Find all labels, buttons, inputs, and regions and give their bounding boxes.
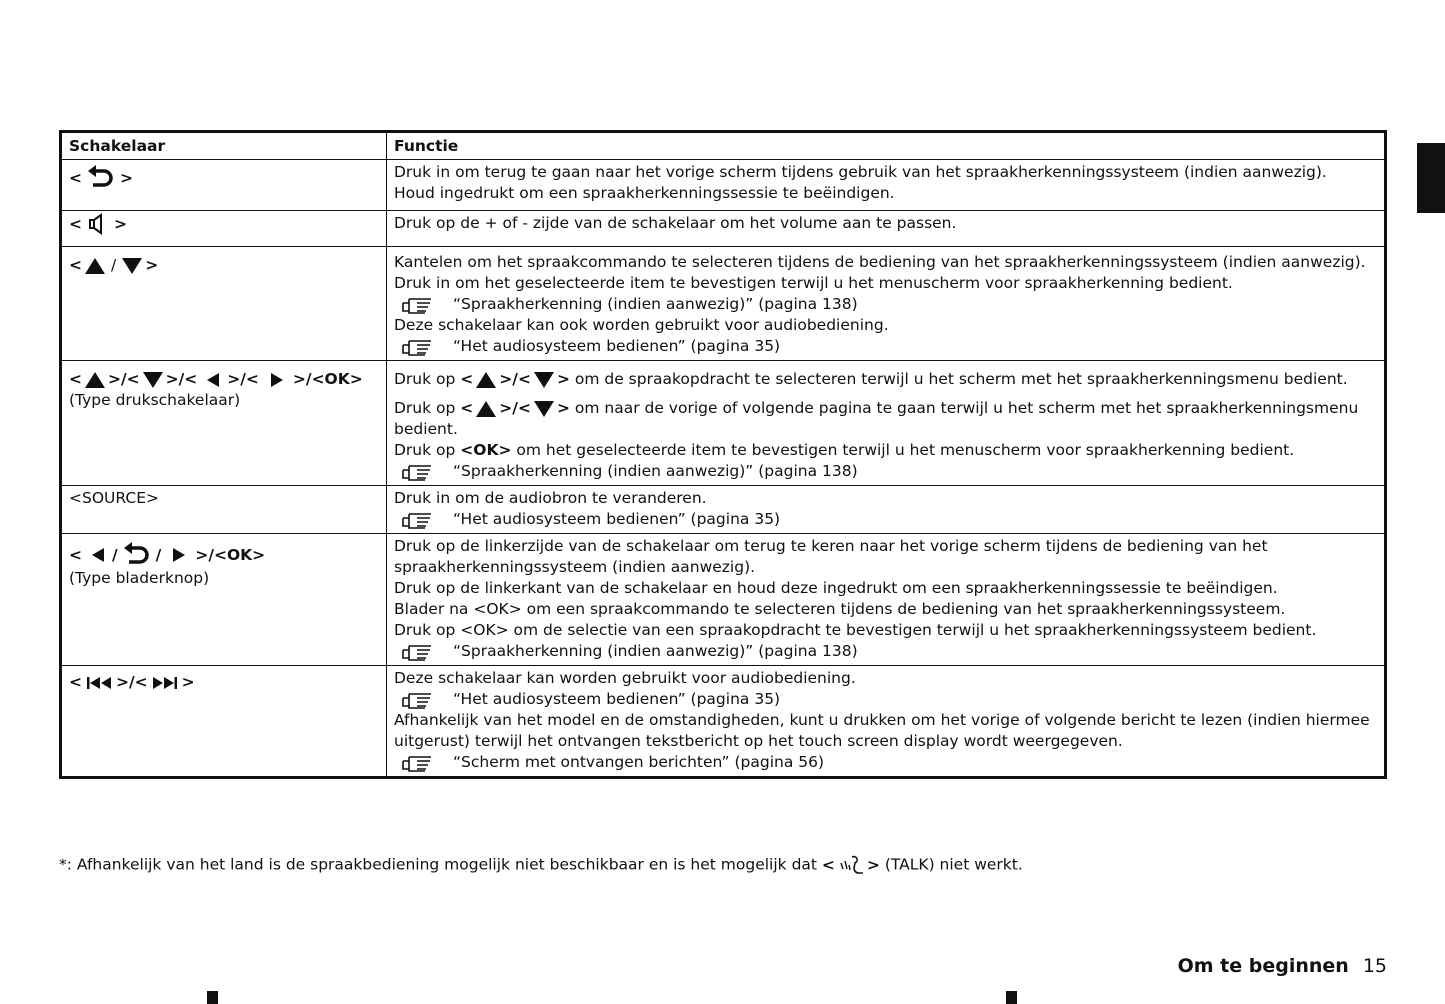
- function-text: Druk in om de audiobron te veranderen.: [394, 489, 707, 507]
- triangle-down-icon: [533, 371, 555, 389]
- reference-hand-icon: [401, 337, 435, 357]
- speaker-icon: [84, 213, 112, 235]
- triangle-down-icon: [533, 400, 555, 418]
- function-cell: [387, 247, 1386, 361]
- function-text: Druk op de linkerzijde van de schakelaar om terug te keren naar het vorige scherm tijdens de bediening van het spraakherkenningssysteem (indien aanwezig).: [394, 537, 1268, 576]
- function-text: Deze schakelaar kan ook worden gebruikt voor audiobediening.: [394, 316, 889, 334]
- function-text: Afhankelijk van het model en de omstandigheden, kunt u drukken om het vorige of volgende bericht te lezen (indien hiermee uitgerust) terwijl het ontvangen tekstbericht op het touch screen display wordt weergegeven.: [394, 711, 1370, 750]
- function-text: Deze schakelaar kan worden gebruikt voor audiobediening.: [394, 669, 856, 687]
- page-footer: [1178, 956, 1387, 977]
- switch-cell: [61, 534, 387, 666]
- talk-icon: [837, 853, 865, 877]
- push-switch-label: < >/< >/< >/< >/<OK>: [69, 370, 363, 388]
- switch-cell: [61, 361, 387, 486]
- table-row: [61, 486, 1386, 534]
- reference-hand-icon: [401, 510, 435, 530]
- page-reference: “Spraakherkenning (indien aanwezig)” (pagina 138): [394, 461, 1377, 482]
- function-cell: [387, 486, 1386, 534]
- function-text: Kantelen om het spraakcommando te selecteren tijdens de bediening van het spraakherkenningssysteem (indien aanwezig).: [394, 253, 1366, 271]
- switch-cell: [61, 211, 387, 247]
- volume-switch-label: < >: [69, 213, 127, 235]
- triangle-down-icon: [142, 371, 164, 389]
- triangle-left-icon: [199, 371, 225, 389]
- crop-mark: [1006, 991, 1017, 1004]
- page-reference: “Spraakherkenning (indien aanwezig)” (pagina 138): [394, 294, 1377, 315]
- switch-function-table: [59, 130, 1387, 779]
- table-row: [61, 361, 1386, 486]
- function-text: Blader na <OK> om een spraakcommando te selecteren tijdens de bediening van het spraakherkenningssysteem.: [394, 600, 1286, 618]
- footnote: *: Afhankelijk van het land is de spraakbediening mogelijk niet beschikbaar en is het mogelijk dat < > (TALK) niet werkt.: [59, 853, 1023, 877]
- reference-hand-icon: [401, 295, 435, 315]
- function-text: Druk op < >/< > om de spraakopdracht te selecteren terwijl u het scherm met het spraakherkenningsmenu bedient.: [394, 370, 1348, 388]
- scroll-switch-label: < / / >/<OK>: [69, 542, 265, 568]
- function-cell: [387, 361, 1386, 486]
- function-cell: [387, 160, 1386, 211]
- back-icon: [120, 542, 154, 568]
- reference-hand-icon: [401, 462, 435, 482]
- triangle-down-icon: [121, 257, 143, 275]
- prev-track-icon: [84, 675, 114, 691]
- chapter-tab-marker: [1417, 143, 1445, 213]
- switch-cell: [61, 247, 387, 361]
- table-header-row: [61, 132, 1386, 160]
- table-row: [61, 666, 1386, 778]
- triangle-left-icon: [84, 546, 110, 564]
- page-reference: “Spraakherkenning (indien aanwezig)” (pagina 138): [394, 641, 1377, 662]
- reference-hand-icon: [401, 753, 435, 773]
- triangle-right-icon: [261, 371, 291, 389]
- triangle-up-icon: [475, 371, 497, 389]
- function-text: Houd ingedrukt om een spraakherkenningssessie te beëindigen.: [394, 184, 895, 202]
- switch-cell: [61, 160, 387, 211]
- table-row: [61, 534, 1386, 666]
- triangle-up-icon: [475, 400, 497, 418]
- function-text: Druk op <OK> om het geselecteerde item te bevestigen terwijl u het menuscherm voor spraakherkenning bedient.: [394, 441, 1295, 459]
- switch-cell: [61, 486, 387, 534]
- next-track-icon: [150, 675, 180, 691]
- page-reference: “Het audiosysteem bedienen” (pagina 35): [394, 509, 1377, 530]
- function-text: Druk op < >/< > om naar de vorige of volgende pagina te gaan terwijl u het scherm met het spraakherkenningsmenu bedient.: [394, 399, 1359, 438]
- section-title: Om te beginnen: [1177, 955, 1349, 977]
- function-text: Druk in om terug te gaan naar het vorige scherm tijdens gebruik van het spraakherkenningssysteem (indien aanwezig).: [394, 163, 1327, 181]
- page-reference: “Het audiosysteem bedienen” (pagina 35): [394, 336, 1377, 357]
- seek-switch-label: < >/< >: [69, 673, 195, 691]
- page-number: 15: [1362, 955, 1387, 977]
- function-cell: [387, 666, 1386, 778]
- function-cell: [387, 534, 1386, 666]
- triangle-up-icon: [84, 257, 106, 275]
- back-icon: [84, 165, 118, 191]
- triangle-up-icon: [84, 371, 106, 389]
- function-text: Druk op <OK> om de selectie van een spraakopdracht te bevestigen terwijl u het spraakherkenningssysteem bedient.: [394, 621, 1317, 639]
- page-reference: “Het audiosysteem bedienen” (pagina 35): [394, 689, 1377, 710]
- switch-type-note: (Type drukschakelaar): [69, 391, 241, 409]
- column-header-switch: Schakelaar: [61, 132, 387, 160]
- crop-mark: [207, 991, 218, 1004]
- function-text: Druk op de linkerkant van de schakelaar en houd deze ingedrukt om een spraakherkenningssessie te beëindigen.: [394, 579, 1278, 597]
- table-row: [61, 247, 1386, 361]
- function-text: Druk op de + of - zijde van de schakelaar om het volume aan te passen.: [394, 214, 957, 232]
- back-switch-label: < >: [69, 162, 133, 191]
- source-switch-label: <SOURCE>: [69, 489, 159, 507]
- column-header-function: Functie: [387, 132, 1386, 160]
- switch-type-note: (Type bladerknop): [69, 569, 210, 587]
- switch-cell: [61, 666, 387, 778]
- page-reference: “Scherm met ontvangen berichten” (pagina 56): [394, 752, 1377, 773]
- function-text: Druk in om het geselecteerde item te bevestigen terwijl u het menuscherm voor spraakherkenning bedient.: [394, 274, 1233, 292]
- function-cell: [387, 211, 1386, 247]
- updown-switch-label: < / >: [69, 256, 159, 274]
- reference-hand-icon: [401, 642, 435, 662]
- table-row: [61, 160, 1386, 211]
- triangle-right-icon: [163, 546, 193, 564]
- reference-hand-icon: [401, 690, 435, 710]
- table-row: [61, 211, 1386, 247]
